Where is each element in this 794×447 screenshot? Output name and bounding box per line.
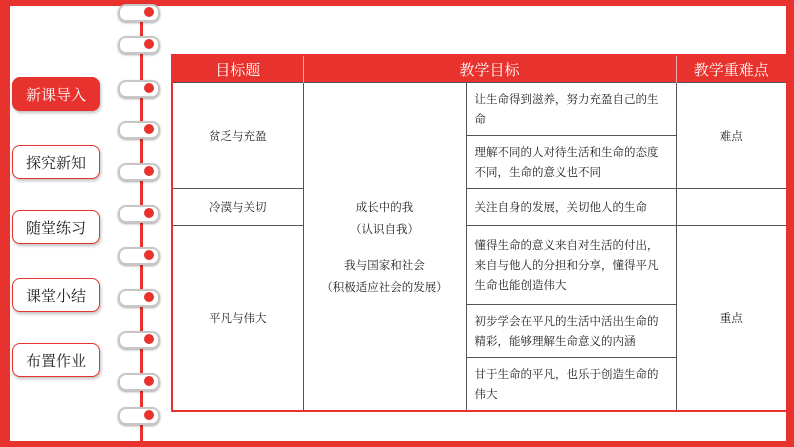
level-cell: 重点 bbox=[676, 225, 787, 411]
goal-self bbox=[312, 196, 458, 240]
binder-ring-icon bbox=[118, 205, 158, 221]
table-header-row bbox=[172, 55, 787, 83]
table-row bbox=[172, 189, 787, 226]
detail-cell: 初步学会在平凡的生活中活出生命的精彩，能够理解生命意义的内涵 bbox=[466, 305, 676, 358]
nav-button-explore[interactable]: 探究新知 bbox=[12, 145, 100, 179]
table-row bbox=[172, 83, 787, 136]
binder-ring-icon bbox=[118, 121, 158, 137]
topic-cell: 贫乏与充盈 bbox=[172, 83, 303, 189]
binder-ring-icon bbox=[118, 373, 158, 389]
topic-cell: 冷漠与关切 bbox=[172, 189, 303, 226]
detail-cell: 关注自身的发展，关切他人的生命 bbox=[466, 189, 676, 226]
goal-society bbox=[312, 254, 458, 298]
goal-cell bbox=[303, 83, 466, 412]
binder-ring-icon bbox=[118, 4, 158, 20]
nav-button-homework[interactable]: 布置作业 bbox=[12, 343, 100, 377]
level-cell-empty bbox=[676, 189, 787, 226]
header-topic: 目标题 bbox=[172, 55, 303, 83]
goal-society-line1: 我与国家和社会 bbox=[344, 257, 425, 272]
frame-left-border bbox=[0, 0, 10, 447]
frame-bottom-border bbox=[0, 441, 794, 447]
nav-button-summary[interactable]: 课堂小结 bbox=[12, 278, 100, 312]
goal-self-line1: 成长中的我 bbox=[355, 199, 414, 214]
detail-cell: 让生命得到滋养，努力充盈自己的生命 bbox=[466, 83, 676, 136]
binder-ring-icon bbox=[118, 163, 158, 179]
table-row bbox=[172, 225, 787, 305]
binder-ring-icon bbox=[118, 331, 158, 347]
detail-cell: 理解不同的人对待生活和生命的态度不同，生命的意义也不同 bbox=[466, 136, 676, 189]
header-goal: 教学目标 bbox=[303, 55, 676, 83]
binder-ring-icon bbox=[118, 407, 158, 423]
topic-cell: 平凡与伟大 bbox=[172, 225, 303, 411]
goal-self-line2: （认识自我） bbox=[350, 221, 419, 236]
binder-ring-icon bbox=[118, 36, 158, 52]
header-key-points: 教学重难点 bbox=[676, 55, 787, 83]
level-cell: 难点 bbox=[676, 83, 787, 189]
detail-cell: 懂得生命的意义来自对生活的付出，来自与他人的分担和分享，懂得平凡生命也能创造伟大 bbox=[466, 225, 676, 305]
goal-society-line2: （积极适应社会的发展） bbox=[321, 279, 448, 294]
objectives-table bbox=[171, 54, 788, 412]
nav-button-intro[interactable]: 新课导入 bbox=[12, 77, 100, 111]
nav-button-practice[interactable]: 随堂练习 bbox=[12, 210, 100, 244]
binder-ring-icon bbox=[118, 80, 158, 96]
binder-ring-icon bbox=[118, 289, 158, 305]
binder-ring-icon bbox=[118, 247, 158, 263]
detail-cell: 甘于生命的平凡，也乐于创造生命的伟大 bbox=[466, 358, 676, 411]
